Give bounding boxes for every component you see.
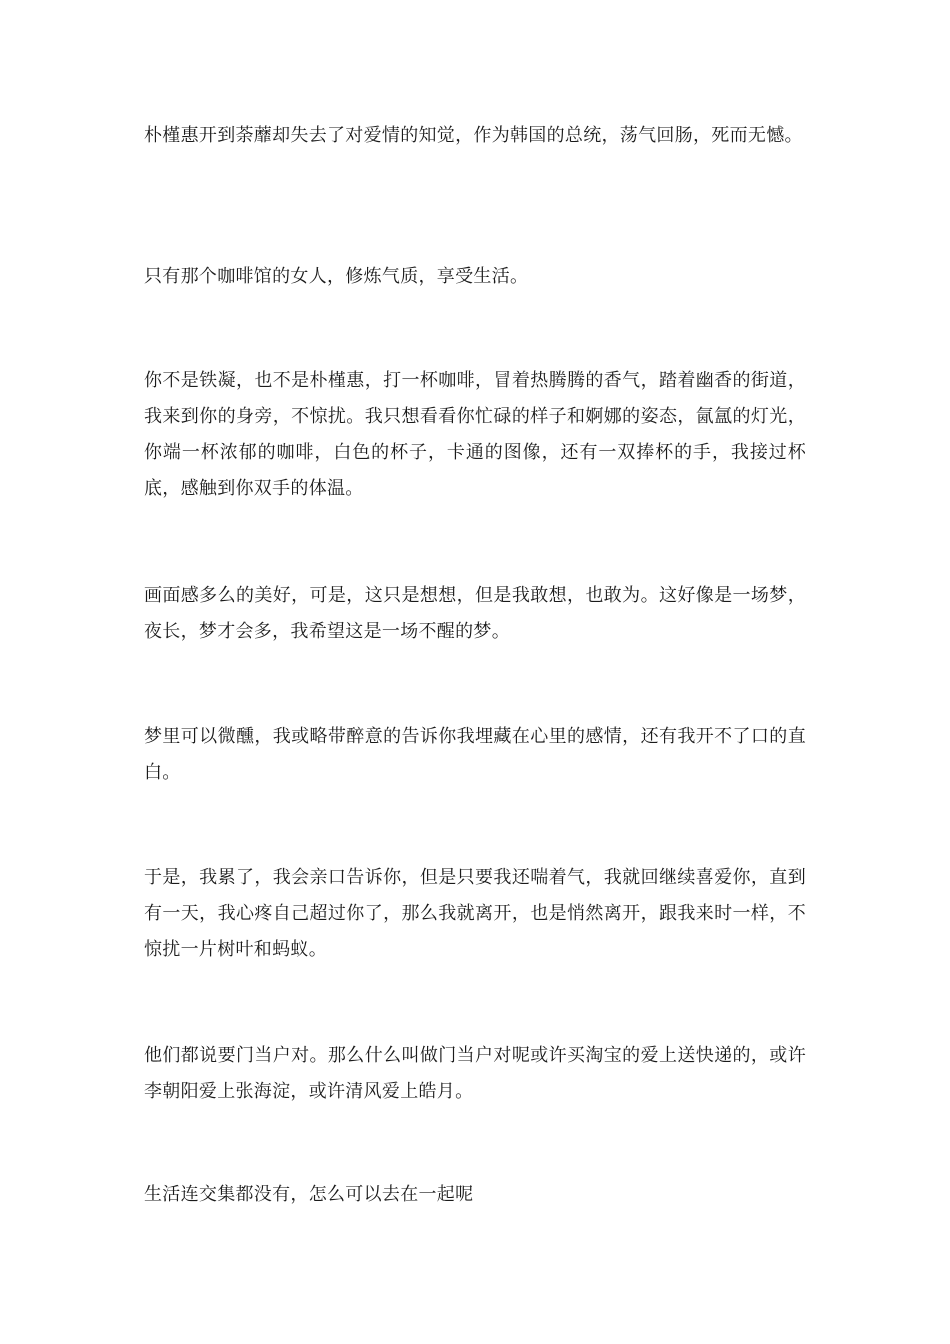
paragraph-3: 你不是铁凝，也不是朴槿惠，打一杯咖啡，冒着热腾腾的香气，踏着幽香的街道，我来到你的身旁，不惊扰。我只想看看你忙碌的样子和婀娜的姿态，氤氲的灯光，你端一杯浓郁的咖啡，白色的杯子，卡通的图像，还有一双捧杯的手，我接过杯底，感触到你双手的体温。	[144, 370, 806, 499]
paragraph-5: 梦里可以微醺，我或略带醉意的告诉你我埋藏在心里的感情，还有我开不了口的直白。	[144, 726, 806, 783]
paragraph-1: 朴槿惠开到荼蘼却失去了对爱情的知觉，作为韩国的总统，荡气回肠，死而无憾。	[144, 125, 803, 146]
paragraph-2: 只有那个咖啡馆的女人，修炼气质，享受生活。	[144, 266, 529, 287]
paragraph-8: 生活连交集都没有，怎么可以去在一起呢	[144, 1184, 474, 1205]
paragraph-6: 于是，我累了，我会亲口告诉你，但是只要我还喘着气，我就回继续喜爱你，直到有一天，我心疼自己超过你了，那么我就离开，也是悄然离开，跟我来时一样，不惊扰一片树叶和蚂蚁。	[144, 867, 806, 960]
paragraph-7: 他们都说要门当户对。那么什么叫做门当户对呢或许买淘宝的爱上送快递的，或许李朝阳爱上张海淀，或许清风爱上皓月。	[144, 1045, 806, 1102]
paragraph-4: 画面感多么的美好，可是，这只是想想，但是我敢想，也敢为。这好像是一场梦，夜长，梦才会多，我希望这是一场不醒的梦。	[144, 585, 806, 642]
